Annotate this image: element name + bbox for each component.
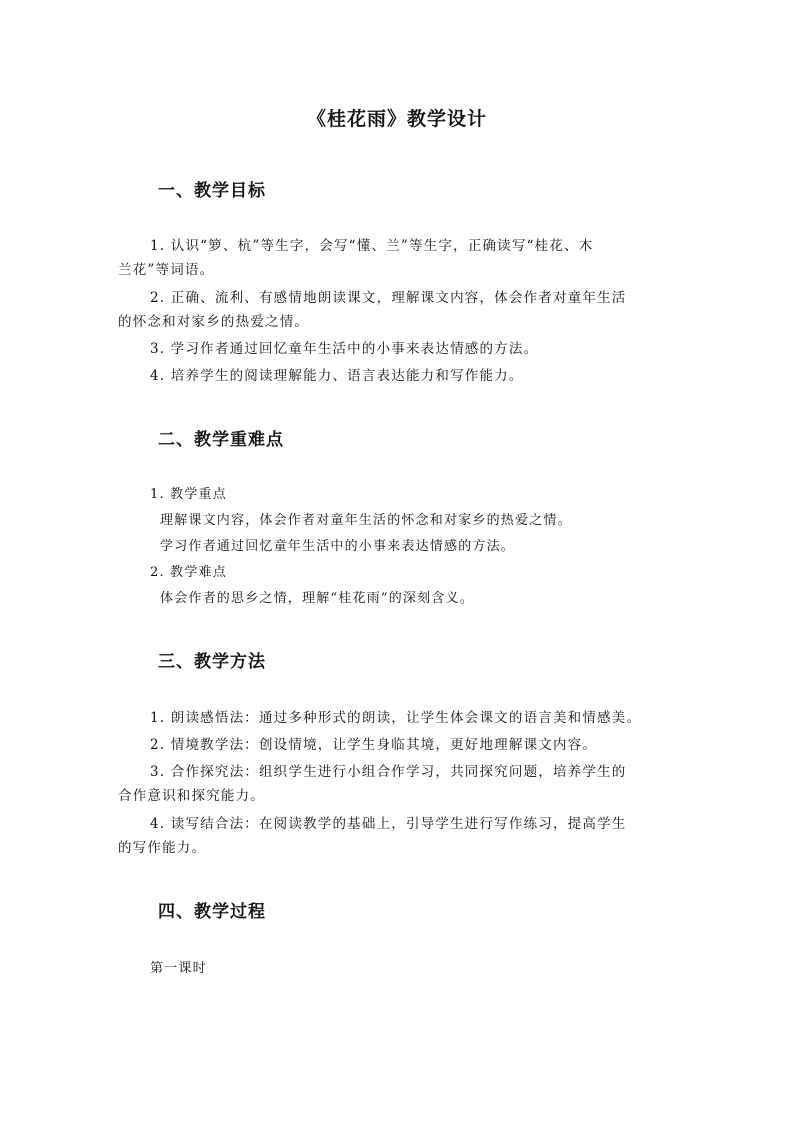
paragraph-line: 学习作者通过回忆童年生活中的小事来表达情感的方法。: [160, 539, 516, 554]
section-heading-methods: 三、教学方法: [158, 652, 266, 672]
paragraph-line: 的怀念和对家乡的热爱之情。: [118, 314, 310, 330]
document-title: 《桂花雨》教学设计: [306, 108, 487, 130]
paragraph-line: 理解课文内容，体会作者对童年生活的怀念和对家乡的热爱之情。: [160, 513, 572, 528]
paragraph-line: 1. 认识“箩、杭”等生字，会写“懂、兰”等生字，正确读写“桂花、木: [150, 238, 594, 254]
paragraph-line: 3. 合作探究法：组织学生进行小组合作学习，共同探究问题，培养学生的: [150, 764, 627, 780]
paragraph-line: 4. 读写结合法：在阅读教学的基础上，引导学生进行写作练习，提高学生: [150, 816, 627, 832]
section-heading-key-points: 二、教学重难点: [158, 430, 284, 450]
paragraph-line: 第一课时: [150, 961, 207, 976]
paragraph-line: 2. 情境教学法：创设情境，让学生身临其境，更好地理解课文内容。: [150, 737, 598, 753]
paragraph-line: 4. 培养学生的阅读理解能力、语言表达能力和写作能力。: [150, 368, 524, 384]
paragraph-line: 2. 教学难点: [150, 565, 227, 580]
paragraph-line: 合作意识和探究能力。: [118, 788, 265, 804]
paragraph-line: 3. 学习作者通过回忆童年生活中的小事来表达情感的方法。: [150, 341, 539, 357]
paragraph-line: 2. 正确、流利、有感情地朗读课文，理解课文内容，体会作者对童年生活: [150, 290, 627, 306]
paragraph-line: 1. 教学重点: [150, 487, 227, 502]
paragraph-line: 兰花”等词语。: [118, 262, 215, 278]
paragraph-line: 的写作能力。: [118, 840, 207, 856]
section-heading-process: 四、教学过程: [158, 902, 266, 922]
paragraph-line: 1. 朗读感悟法：通过多种形式的朗读，让学生体会课文的语言美和情感美。: [150, 710, 642, 726]
paragraph-line: 体会作者的思乡之情，理解“桂花雨”的深刻含义。: [160, 591, 474, 606]
section-heading-objectives: 一、教学目标: [158, 181, 266, 201]
